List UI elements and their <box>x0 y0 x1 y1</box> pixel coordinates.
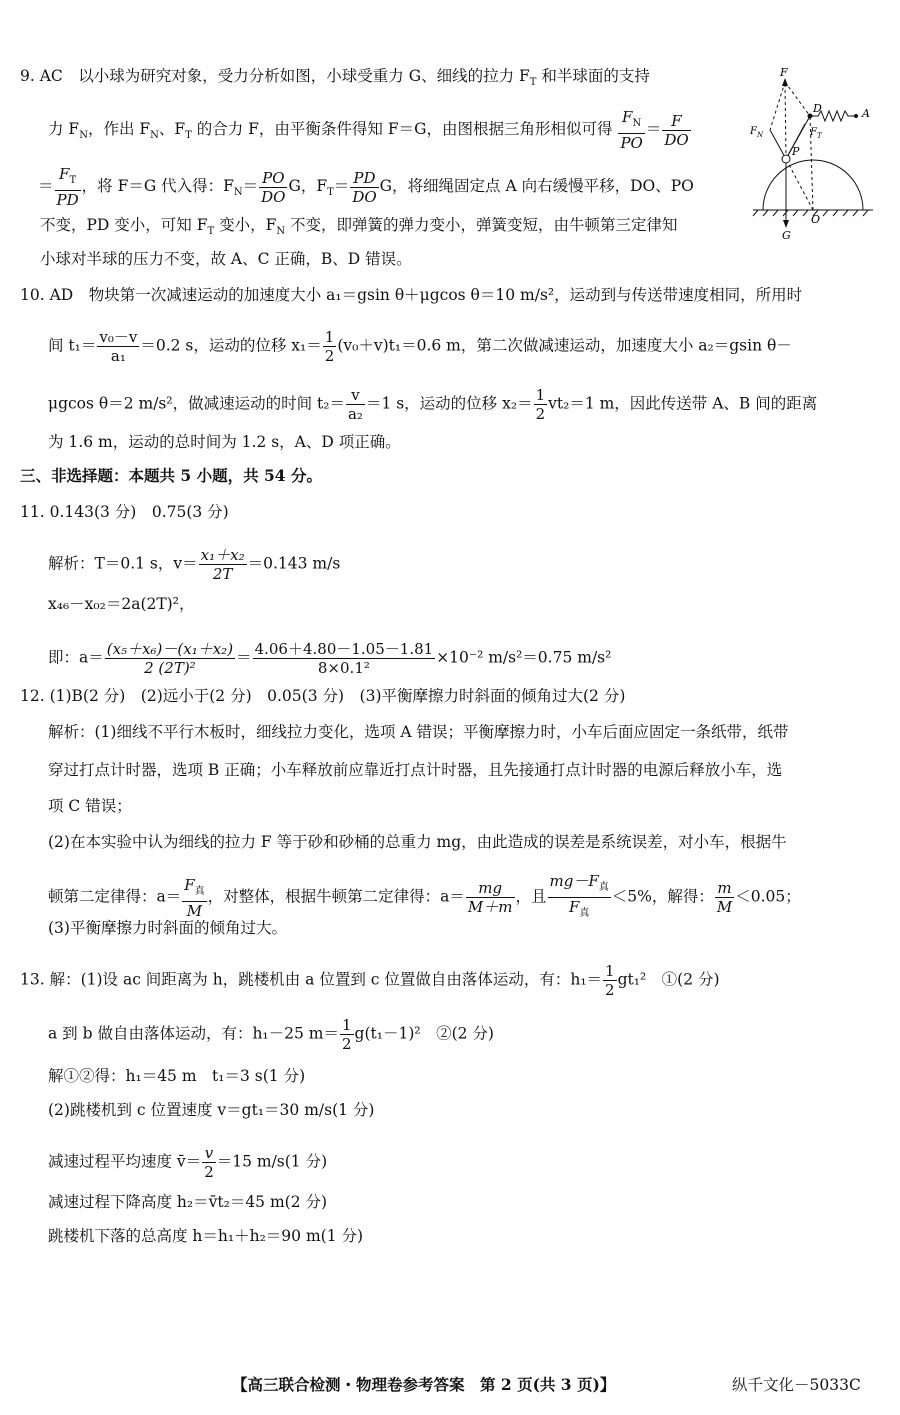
frac-fn-po: $\frac{F_N}{PO}$ <box>620 108 643 152</box>
frac-m-m: $\frac{m}{M}$ <box>716 879 733 916</box>
q13-line2: a 到 b 做自由落体运动，有：h₁－25 m＝ $\frac{1}{2}$ g(t₁－1)² ②(2 分) <box>48 1016 494 1053</box>
frac-po-do: $\frac{PO}{DO}$ <box>261 168 286 206</box>
q12-line4: 项 C 错误； <box>48 797 132 815</box>
q9-line4: 不变，PD 变小，可知 $F_T$ 变小，$F_N$ 不变，即弹簧的弹力变小，弹簧变短，由牛顿第三定律知 <box>40 216 678 238</box>
frac-v0v-a1: $\frac{\text{v₀－v}}{\text{a₁}}$ <box>99 328 138 365</box>
frac-f-do: $\frac{F}{DO}$ <box>664 111 689 149</box>
q12-line7: (3)平衡摩擦力时斜面的倾角过大。 <box>48 919 287 937</box>
q9-line1: 9. AC 以小球为研究对象，受力分析如图，小球受重力 G、细线的拉力 $F_T$ 和半球面的支持 <box>20 67 650 89</box>
frac-mgf-f: $mg-F_真$ $F_真$ <box>549 872 609 919</box>
label-fn: $F_N$ <box>750 126 764 139</box>
q12-line2: 解析：(1)细线不平行木板时，细线拉力变化，选项 A 错误；平衡摩擦力时，小车后面应固定一条纸带，纸带 <box>48 723 789 741</box>
q11-line3: x₄₆－x₀₂＝2a(2T)²， <box>48 595 195 613</box>
q9-line3: ＝ $\frac{F_T}{PD}$ ，将 F＝G 代入得：$F_N=$ $\frac{PO}{DO}$ G，$F_T=$ $\frac{PD}{DO}$ G，将细绳固定点 A 向右缓慢平移，DO、PO <box>38 165 694 209</box>
q12-line5: (2)在本实验中认为细线的拉力 F 等于砂和砂桶的总重力 mg，由此造成的误差是系统误差，对小车，根据牛 <box>48 833 787 851</box>
q11-line2: 解析：T＝0.1 s，v＝ $\frac{\text{x₁＋x₂}}{2T}$ ＝0.143 m/s <box>48 546 341 583</box>
point-a <box>854 114 858 118</box>
q13-line6: 减速过程下降高度 h₂＝v̄t₂＝45 m(2 分) <box>48 1193 328 1211</box>
frac-v-2: $\frac{v}{2}$ <box>204 1144 214 1181</box>
frac-half-2: $\frac{1}{2}$ <box>535 386 546 423</box>
frac-mg-mm: $\frac{mg}{M+m}$ <box>467 879 513 916</box>
label-ft: $F_T$ <box>810 127 822 140</box>
q13-line5: 减速过程平均速度 v̄＝ $\frac{v}{2}$ ＝15 m/s(1 分) <box>48 1144 328 1181</box>
label-o: O <box>811 213 821 226</box>
q13-line7: 跳楼机下落的总高度 h＝h₁＋h₂＝90 m(1 分) <box>48 1227 364 1245</box>
frac-ft-pd: $\frac{F_T}{PD}$ <box>56 165 79 209</box>
frac-half-3: $\frac{1}{2}$ <box>605 962 615 999</box>
q13-line3: 解①②得：h₁＝45 m t₁＝3 s(1 分) <box>48 1067 306 1085</box>
frac-pd-do: $\frac{PD}{DO}$ <box>352 168 377 206</box>
fn-vector <box>770 130 786 159</box>
label-f: F <box>780 66 788 79</box>
frac-x1x2-2t: $\frac{\text{x₁＋x₂}}{2T}$ <box>200 546 245 583</box>
q13-line4: (2)跳楼机到 c 位置速度 v＝gt₁＝30 m/s(1 分) <box>48 1101 375 1119</box>
q12-line6: 顿第二定律得：a＝ $F_真$ M ，对整体，根据牛顿第二定律得：a＝ $\frac{mg}{M+m}$ ，且 $mg-F_真$ $F_真$ ＜5%，解得： $\frac{m}{M}$ ＜0.05； <box>48 872 801 923</box>
frac-half-4: $\frac{1}{2}$ <box>342 1016 352 1053</box>
q9-line2: 力 $F_N$，作出 $F_N$、$F_T$ 的合力 F，由平衡条件得知 F＝G，由图根据三角形相似可得 $\frac{F_N}{PO}$ ＝ $\frac{F}{DO}$ <box>48 108 689 152</box>
label-p: P <box>792 145 800 158</box>
frac-half-1: $\frac{1}{2}$ <box>324 328 335 365</box>
q13-line1: 13. 解：(1)设 ac 间距离为 h，跳楼机由 a 位置到 c 位置做自由落体运动，有：h₁＝ $\frac{1}{2}$ gt₁² ①(2 分) <box>20 962 720 999</box>
ball-p <box>782 155 790 163</box>
frac-v-a2: $\frac{v}{\text{a₂}}$ <box>347 386 363 423</box>
q11-line4: 即：a＝ $\frac{\text{(x₅＋x₆)－(x₁＋x₂)}}{\text{2 (2T)²}}$ ＝ $\frac{4.06+4.80-1.05-1.81}{\text{8×0.1²}}$ ×10⁻² m/s²＝0.75 m/s² <box>48 640 612 677</box>
label-a: A <box>862 107 870 120</box>
q10-line3: μgcos θ＝2 m/s²，做减速运动的时间 t₂＝ $\frac{v}{\text{a₂}}$ ＝1 s，运动的位移 x₂＝ $\frac{1}{2}$ vt₂＝1 m，因此传送带 A、B 间的距离 <box>48 386 818 423</box>
frac-big1: $\frac{\text{(x₅＋x₆)－(x₁＋x₂)}}{\text{2 (2T)²}}$ <box>106 640 234 677</box>
force-diagram <box>748 62 888 242</box>
footer-page-info: 【高三联合检测・物理卷参考答案 第 2 页(共 3 页)】 <box>232 1375 616 1394</box>
section-3-heading: 三、非选择题：本题共 5 小题，共 54 分。 <box>20 466 322 485</box>
arrow-g <box>783 220 789 228</box>
q12-line3: 穿过打点计时器，选项 B 正确；小车释放前应靠近打点计时器，且先接通打点计时器的电源后释放小车，选 <box>48 761 783 779</box>
q12-line1: 12. (1)B(2 分) (2)远小于(2 分) 0.05(3 分) (3)平衡摩擦力时斜面的倾角过大(2 分) <box>20 687 626 705</box>
frac-big2: $\frac{4.06+4.80-1.05-1.81}{\text{8×0.1²}}$ <box>254 640 434 677</box>
q10-line2: 间 t₁＝ $\frac{\text{v₀－v}}{\text{a₁}}$ ＝0.2 s，运动的位移 x₁＝ $\frac{1}{2}$ (v₀＋v)t₁＝0.6 m，第二次做减速运动，加速度大小 a₂＝gsin θ－ <box>48 328 792 365</box>
q10-line1: 10. AD 物块第一次减速运动的加速度大小 a₁＝gsin θ＋μgcos θ＝10 m/s²，运动到与传送带速度相同，所用时 <box>20 286 803 304</box>
frac-fz-m: $F_真$ M <box>184 875 205 920</box>
q10-line4: 为 1.6 m，运动的总时间为 1.2 s，A、D 项正确。 <box>48 433 401 451</box>
arrow-f <box>782 78 788 86</box>
label-g: G <box>782 229 791 242</box>
q11-line1: 11. 0.143(3 分) 0.75(3 分) <box>20 503 229 521</box>
label-d: D <box>813 102 822 115</box>
footer-code: 纵千文化－5033C <box>732 1376 861 1394</box>
point-d <box>808 114 813 119</box>
q9-line5: 小球对半球的压力不变，故 A、C 正确，B、D 错误。 <box>40 250 412 268</box>
f-line <box>785 82 786 159</box>
op-dashed <box>786 159 813 210</box>
